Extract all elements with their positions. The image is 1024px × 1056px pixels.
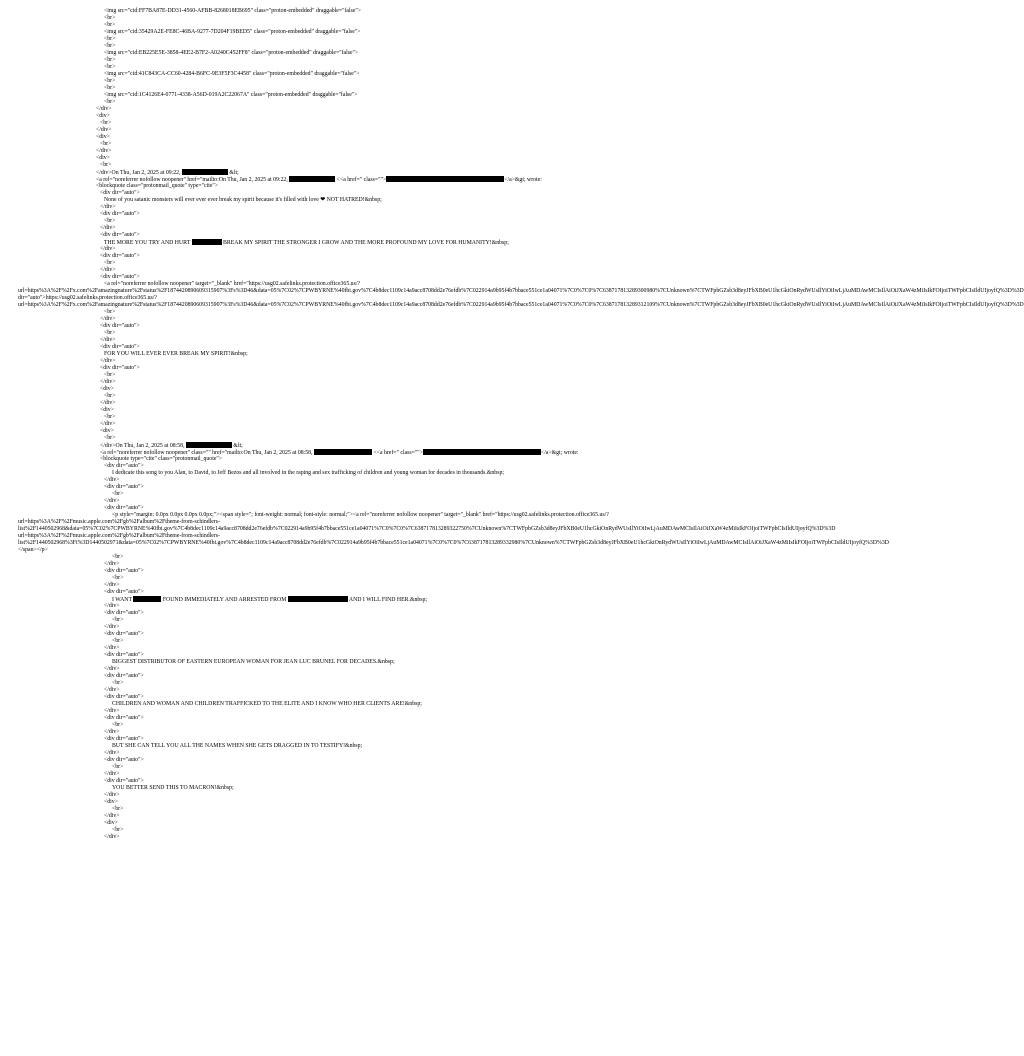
source-line [0,267,816,274]
line-text: &lt; [227,170,239,176]
line-text: <br> [104,218,116,224]
source-line [0,358,816,365]
source-line [0,484,816,491]
line-text: <div dir="auto"> [100,190,140,196]
source-line [0,15,816,22]
source-line [0,386,816,393]
line-text: <blockquote type="cite" class="protonmail_quote"> [100,456,223,462]
line-text: <br> [112,638,124,644]
source-line [0,806,816,813]
source-line [0,792,816,799]
source-line [0,162,816,169]
source-line [0,316,816,323]
source-line [0,22,816,29]
line-text: </div> [100,337,116,343]
line-text: <div dir="auto"> [104,652,144,658]
line-text: </div> [104,603,120,609]
source-line [0,617,816,624]
line-text: <div dir="auto"> [104,736,144,742]
source-line [0,176,816,183]
line-text: <div dir="auto"> [100,365,140,371]
source-line [0,673,816,680]
line-text: <br> [112,722,124,728]
line-text: <div dir="auto"> [100,211,140,217]
source-line [0,351,816,358]
source-line [0,491,816,498]
line-text: <br> [104,260,116,266]
line-text: </div> [104,792,120,798]
source-line [0,722,816,729]
line-text: I dedicate this song to you Alan, to David, to Jeff Bezos and all involved in the raping and sex trafficking of children and young woman for decades in thousands.&nbsp; [112,470,504,476]
line-text: <br> [104,393,116,399]
source-line [0,652,816,659]
line-text: </span></p> [18,547,48,553]
line-text: <div dir="auto"> [104,484,144,490]
source-line [0,603,816,610]
line-text: <div> [96,134,110,140]
line-text: <div dir="auto"> [100,323,140,329]
line-text: <<a href=" class=""> [335,177,387,183]
line-text: </div> [104,687,120,693]
source-line [0,344,816,351]
line-text: <br> [100,162,112,168]
line-text: </div> [104,729,120,735]
source-line [0,610,816,617]
source-line [0,148,816,155]
source-line [0,554,816,561]
source-line [0,239,816,246]
source-line [0,764,816,771]
source-line [0,64,816,71]
line-text: </div> [104,813,120,819]
source-line [0,771,816,778]
line-text: YOU BETTER SEND THIS TO MACRON!&nbsp; [112,785,234,791]
source-line [0,407,816,414]
line-text: <br> [104,330,116,336]
source-line [0,750,816,757]
redaction-box [423,449,541,455]
source-line [0,260,816,267]
line-text: </div> [96,148,112,154]
line-text: <div dir="auto"> [104,757,144,763]
source-line [0,211,816,218]
source-line [0,99,816,106]
source-line [0,155,816,162]
source-line [0,757,816,764]
source-line [0,218,816,225]
line-text: </div>On Thu, Jan 2, 2025 at 08:58, [100,443,186,449]
line-text: </div> [104,477,120,483]
line-text: <br> [104,99,116,105]
source-line [0,715,816,722]
line-text: <br> [104,85,116,91]
source-line [0,183,816,190]
source-line [0,295,816,302]
line-text: </div> [100,400,116,406]
line-text: </div> [104,834,120,840]
line-text: url=https%3A%2F%2Fx.com%2Famazingnature%2Fstatus%2F1874420890609315907%3Fs%3D46&data=05%7C02%7CPWBYRNE%40fbi.gov%7C4b8dec1109c14a9acc8708dd2e76efdb%7C022914a9b95f4b7bbace551ce1a04071%7C0%7C0%7C638717813289300980%7CUnknown%7CTWFpbGZsb3d8eyJFbXB0eU1hcGkiOnRydWUsIlYiOiIwLjAuMDAwMCIsIlAiOiJXaW4zMiIsIkFOIjoiTWFpbCIsIldUIjoyfQ%3D%3D [18,288,1024,294]
line-text: dir="auto">https://usg02.safelinks.protection.office365.us/? [18,295,157,301]
line-text: <br> [104,372,116,378]
source-line [0,631,816,638]
line-text: BREAK MY SPIRIT THE STRONGER I GROW AND THE MORE PROFOUND MY LOVE FOR HUMANITY!&nbsp; [221,240,509,246]
line-text: </a>&gt; wrote: [504,177,542,183]
source-line [0,442,816,449]
source-line [0,540,889,547]
source-line [0,729,816,736]
source-line [0,78,816,85]
line-text: <div dir="auto"> [100,253,140,259]
line-text: url=https%3A%2F%2Fmusic.apple.com%2Fgb%2Falbum%2Ftheme-from-schindlers- [18,519,220,525]
line-text: </div> [100,358,116,364]
line-text: <div> [100,386,114,392]
redaction-box [186,442,232,448]
line-text: <div> [104,799,118,805]
source-line [0,225,816,232]
line-text: <br> [104,78,116,84]
source-line [0,232,816,239]
line-text: <br> [104,64,116,70]
source-line [0,169,816,176]
line-text: </div> [96,127,112,133]
line-text: <div dir="auto"> [104,505,144,511]
redaction-box [289,176,335,182]
line-text: FOUND IMMEDIATELY AND ARRESTED FROM [161,597,288,603]
line-text: <div> [100,407,114,413]
source-line [0,113,816,120]
source-line [0,8,816,15]
source-line [0,400,816,407]
line-text: <br> [100,120,112,126]
line-text: <div> [96,155,110,161]
line-text: <br> [112,764,124,770]
redaction-box [182,169,228,175]
line-text: </div> [100,225,116,231]
source-line [0,456,816,463]
line-text: <br> [112,680,124,686]
source-line [0,687,816,694]
line-text: BUT SHE CAN TELL YOU ALL THE NAMES WHEN SHE GETS DRAGGED IN TO TESTIFY!&nbsp; [112,743,363,749]
source-line [0,449,816,456]
source-line [0,288,1024,295]
line-text: <img src="cid:EB225E5E-3858-4EE2-B7F2-A0240C452FF8" class="proton-embedded" draggable="false"> [104,50,359,56]
redaction-box [133,596,161,602]
source-line [0,645,816,652]
source-line [0,624,816,631]
source-line [0,568,816,575]
source-line [0,50,816,57]
source-line [0,330,816,337]
line-text: <br> [112,575,124,581]
line-text: <div dir="auto"> [104,589,144,595]
redaction-box [288,596,348,602]
source-line [0,589,816,596]
line-text: BIGGEST DISTRIBUTOR OF EASTERN EUROPEAN WOMAN FOR JEAN LUC BRUNEL FOR DECADES.&nbsp; [112,659,395,665]
source-line [0,281,816,288]
source-line [0,71,816,78]
line-text: <br> [112,491,124,497]
line-text: <<a href=" class=""> [371,450,423,456]
source-line [0,141,816,148]
line-text: &lt; [231,443,243,449]
line-text: <div> [96,113,110,119]
line-text: </div> [100,316,116,322]
source-line [0,820,816,827]
line-text: <br> [104,36,116,42]
source-line [0,834,816,841]
source-line [0,134,816,141]
source-line [0,106,816,113]
line-text: </div> [104,666,120,672]
source-line [0,29,816,36]
line-text: </div> [104,750,120,756]
source-line [0,743,816,750]
source-line [0,498,816,505]
line-text: <a rel="noreferrer nofollow noopener" class="" href="mailto:On Thu, Jan 2, 2025 at 08:58, [100,450,314,456]
line-text: <div dir="auto"> [100,344,140,350]
line-text: <div dir="auto"> [100,232,140,238]
source-line [0,92,816,99]
source-line [0,463,816,470]
line-text: <br> [104,414,116,420]
line-text: url=https%3A%2F%2Fmusic.apple.com%2Fgb%2Falbum%2Ftheme-from-schindlers- [18,533,220,539]
line-text: <img src="cid:35429A2E-FE8C-46BA-9277-7D204F19BED5" class="proton-embedded" draggable="false"> [104,29,361,35]
line-text: </div> [100,204,116,210]
line-text: <br> [112,806,124,812]
source-line [0,414,816,421]
source-line [0,575,816,582]
source-line [0,533,816,540]
line-text: <br> [112,827,124,833]
source-line [0,596,816,603]
source-line [0,708,816,715]
source-line [0,582,816,589]
document-page [0,8,1024,841]
line-text: <p style="margin: 0.0px 0.0px 0.0px 0.0px;"><span style="; font-weight: normal; font-style: normal;"><a rel="noreferrer nofollow noopener" target="_blank" href="https://usg02.safelinks.protection.office365.us/? [112,512,609,518]
line-text: </div> [104,561,120,567]
line-text: </div> [104,708,120,714]
line-text: CHILDREN AND WOMAN AND CHILDREN TRAFFICKED TO THE ELITE AND I KNOW WHO HER CLIENTS ARE!&nbsp; [112,701,422,707]
line-text: <br> [104,435,116,441]
source-line [0,666,816,673]
source-line [0,302,1024,309]
source-line [0,694,816,701]
source-line [0,372,816,379]
line-text: </div> [104,624,120,630]
source-line [0,204,816,211]
source-line [0,827,816,834]
source-line [0,799,816,806]
redaction-box [386,176,504,182]
line-text: </div> [96,106,112,112]
line-text: <br> [100,141,112,147]
line-text: </div>On Thu, Jan 2, 2025 at 09:22, [96,170,182,176]
line-text: <div dir="auto"> [104,673,144,679]
line-text: AND I WILL FIND HER.&nbsp; [347,597,428,603]
line-text: <img src="cid:41C843CA-CC60-4284-B6FC-9E3F5F3C4458" class="proton-embedded" draggable="false"> [104,71,360,77]
line-text: <br> [104,309,116,315]
line-text: <div dir="auto"> [100,274,140,280]
line-text: <a rel="noreferrer nofollow noopener" target="_blank" href="https://usg02.safelinks.protection.office365.us/? [104,281,361,287]
line-text: <br> [104,57,116,63]
source-line [0,323,816,330]
line-text: </div> [104,582,120,588]
line-text: <div dir="auto"> [104,694,144,700]
source-line [0,127,816,134]
source-line [0,519,816,526]
source-line [0,778,816,785]
source-line [0,309,816,316]
line-text: <div dir="auto"> [104,463,144,469]
source-line [0,253,816,260]
line-text: <div dir="auto"> [104,631,144,637]
line-text: url=https%3A%2F%2Fx.com%2Famazingnature%2Fstatus%2F1874420890609315907%3Fs%3D46&data=05%7C02%7CPWBYRNE%40fbi.gov%7C4b8dec1109c14a9acc8708dd2e76efdb%7C022914a9b95f4b7bbace551ce1a04071%7C0%7C0%7C638717813289312109%7CUnknown%7CTWFpbGZsb3d8eyJFbXB0eU1hcGkiOnRydWUsIlYiOiIwLjAuMDAwMCIsIlAiOiJXaW4zMiIsIkFOIjoiTWFpbCIsIldUIjoyfQ%3D%3D [18,302,1024,308]
source-line [0,393,816,400]
source-line [0,120,816,127]
line-text: </a>&gt; wrote: [540,450,579,456]
line-text: list%2F1440502968&data=05%7C02%7CPWBYRNE%40fbi.gov%7C4b8dec1109c14a9acc8708dd2e76efdb%7C022914a9b95f4b7bbace551ce1a04071%7C0%7C0%7C638717813289322750%7CUnknown%7CTWFpbGZsb3d8eyJFbXB0eU1hcGkiOnRydWUsIlYiOiIwLjAuMDAwMCIsIlAiOiJXaW4zMiIsIkFOIjoiTWFpbCIsIldUIjoyfQ%3D%3D [18,526,836,532]
line-text: <img src="cid:1C4126E4-0771-4338-A56D-019A2C22067A" class="proton-embedded" draggable="false"> [104,92,358,98]
line-text: </div> [104,645,120,651]
source-line [0,638,816,645]
line-text: <br> [112,617,124,623]
line-text: <br> [104,22,116,28]
source-line [0,246,816,253]
line-text: <br> [104,15,116,21]
line-text: </div> [100,379,116,385]
source-line [0,85,816,92]
source-line [0,477,816,484]
source-line [0,365,816,372]
line-text: </div> [104,771,120,777]
line-text: I WANT [112,597,134,603]
source-line [0,197,816,204]
redaction-box [314,449,372,455]
source-line [0,435,816,442]
source-line [0,547,816,554]
line-text: </div> [100,421,116,427]
line-text: <img src="cid:FF7BA87E-DD31-4560-AFBB-8268018EB695" class="proton-embedded" draggable="false"> [104,8,362,14]
source-line [0,43,816,50]
source-line [0,274,816,281]
line-text: None of you satanic monsters will ever ever ever break my spirit because it's filled with love ❤ NOT HATRED!&nbsp; [104,197,382,203]
line-text: <div> [100,428,114,434]
source-line [0,379,816,386]
line-text: <div dir="auto"> [104,778,144,784]
source-line [0,428,816,435]
source-line [0,813,816,820]
source-line [0,36,816,43]
source-line [0,785,816,792]
source-line [0,470,816,477]
source-line [0,505,816,512]
source-line [0,701,816,708]
source-line [0,680,816,687]
source-line [0,512,816,519]
line-text: list%2F1440502968%3Fi%3D1440502971&data=05%7C02%7CPWBYRNE%40fbi.gov%7C4b8dec1109c14a9acc8708dd2e76efdb%7C022914a9b95f4b7bbace551ce1a04071%7C0%7C0%7C638717813289332980%7CUnknown%7CTWFpbGZsb3d8eyJFbXB0eU1hcGkiOnRydWUsIlYiOiIwLjAuMDAwMCIsIlAiOiJXaW4zMiIsIkFOIjoiTWFpbCIsIldUIjoyfQ%3D%3D [18,540,889,546]
redaction-box [192,239,222,245]
line-text: <br> [112,554,124,560]
source-line [0,421,816,428]
line-text: FOR YOU WILL EVER EVER BREAK MY SPIRIT!&nbsp; [104,351,248,357]
line-text: </div> [104,498,120,504]
line-text: </div> [100,246,116,252]
source-line [0,190,816,197]
source-line [0,736,816,743]
line-text: <br> [104,43,116,49]
line-text: <blockquote class="protonmail_quote" type="cite"> [96,183,219,189]
source-line [0,337,816,344]
source-line [0,561,816,568]
source-line [0,526,836,533]
line-text: <div dir="auto"> [104,568,144,574]
source-line [0,57,816,64]
line-text: THE MORE YOU TRY AND HURT [104,240,192,246]
line-text: </div> [100,267,116,273]
line-text: <div> [104,820,118,826]
line-text: <div dir="auto"> [104,610,144,616]
source-line [0,659,816,666]
line-text: <a rel="noreferrer nofollow noopener" href="mailto:On Thu, Jan 2, 2025 at 09:22, [96,177,290,183]
line-text: <div dir="auto"> [104,715,144,721]
